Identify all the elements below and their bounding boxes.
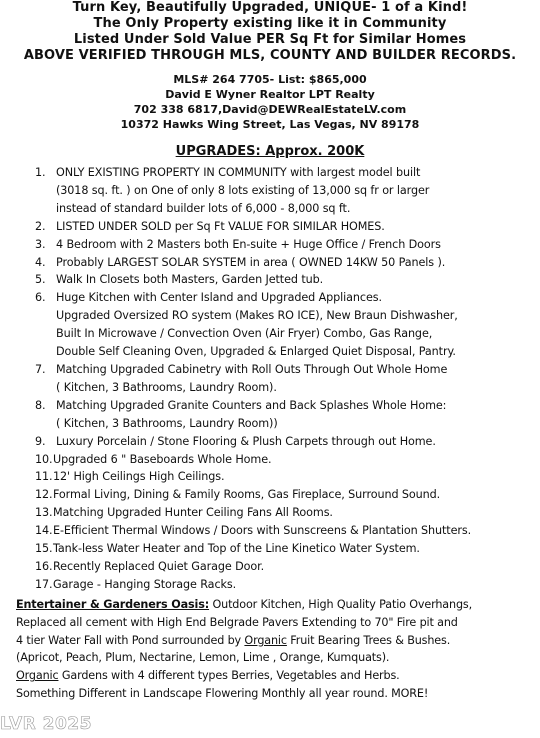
headline-4: ABOVE VERIFIED THROUGH MLS, COUNTY AND BUILDER RECORDS.	[23, 48, 517, 63]
item-text: LISTED UNDER SOLD per Sq Ft VALUE FOR SIMILAR HOMES.	[56, 219, 385, 233]
item-text: Probably LARGEST SOLAR SYSTEM in area ( OWNED 14KW 50 Panels ).	[56, 255, 446, 269]
header	[0, 0, 540, 132]
oasis-text: Fruit Bearing Trees & Bushes.	[286, 633, 451, 647]
list-item	[0, 254, 540, 272]
agent-contact: 702 338 6817,David@DEWRealEstateLV.com	[133, 103, 407, 116]
upgrade-list	[0, 164, 540, 594]
list-item	[0, 451, 540, 469]
oasis-paragraph	[16, 596, 534, 703]
oasis-lead: Entertainer & Gardeners Oasis:	[16, 597, 210, 611]
item-text: Recently Replaced Quiet Garage Door.	[53, 559, 265, 573]
item-text: Matching Upgraded Granite Counters and Back Splashes Whole Home:	[56, 398, 447, 412]
headline-1: Turn Key, Beautifully Upgraded, UNIQUE- 1 of a Kind!	[72, 0, 468, 15]
item-continuation: Double Self Cleaning Oven, Upgraded & Enlarged Quiet Disposal, Pantry.	[56, 345, 456, 359]
oasis-line: Something Different in Landscape Flowering Monthly all year round. MORE!	[16, 687, 429, 701]
list-item	[0, 361, 540, 379]
list-item	[0, 397, 540, 415]
list-item	[0, 540, 540, 558]
item-text: Huge Kitchen with Center Island and Upgraded Appliances.	[56, 291, 382, 305]
item-number: 4.	[35, 255, 46, 269]
list-item	[0, 468, 540, 486]
mls-price: MLS# 264 7705- List: $865,000	[173, 73, 367, 86]
item-number: 11.	[35, 470, 53, 484]
item-continuation: ( Kitchen, 3 Bathrooms, Laundry Room).	[56, 380, 277, 394]
list-item	[0, 504, 540, 522]
item-number: 2.	[35, 219, 46, 233]
item-number: 15.	[35, 542, 53, 556]
headline-3: Listed Under Sold Value PER Sq Ft for Similar Homes	[73, 32, 467, 47]
item-number: 3.	[35, 237, 46, 251]
item-number: 6.	[35, 291, 46, 305]
watermark: LVR 2025	[0, 714, 92, 734]
item-continuation: (3018 sq. ft. ) on One of only 8 lots existing of 13,000 sq fr or larger	[56, 183, 430, 197]
upgrades-title: UPGRADES: Approx. 200K	[175, 144, 365, 159]
list-item	[0, 558, 540, 576]
item-text: Tank-less Water Heater and Top of the Line Kinetico Water System.	[53, 542, 420, 556]
list-item	[0, 164, 540, 182]
oasis-text: Gardens with 4 different types Berries, Vegetables and Herbs.	[58, 669, 400, 683]
item-number: 13.	[35, 506, 53, 520]
item-continuation: Upgraded Oversized RO system (Makes RO ICE), New Braun Dishwasher,	[56, 309, 458, 323]
organic-underlined: Organic	[16, 669, 59, 683]
organic-underlined: Organic	[244, 633, 287, 647]
item-text: Matching Upgraded Cabinetry with Roll Outs Through Out Whole Home	[56, 362, 448, 376]
list-item	[0, 522, 540, 540]
oasis-line	[16, 667, 534, 685]
item-continuation: ( Kitchen, 3 Bathrooms, Laundry Room))	[56, 416, 278, 430]
oasis-line: Replaced all cement with High End Belgrade Pavers Extending to 70" Fire pit and	[16, 615, 458, 629]
oasis-line	[16, 596, 534, 614]
list-item	[0, 576, 540, 594]
item-number: 12.	[35, 488, 53, 502]
oasis-line: (Apricot, Peach, Plum, Nectarine, Lemon, Lime , Orange, Kumquats).	[16, 651, 390, 665]
item-number: 10.	[35, 452, 53, 466]
item-number: 17.	[35, 577, 53, 591]
list-item	[0, 271, 540, 289]
item-text: Upgraded 6 " Baseboards Whole Home.	[53, 452, 272, 466]
item-text: Walk In Closets both Masters, Garden Jetted tub.	[56, 273, 324, 287]
item-text: ONLY EXISTING PROPERTY IN COMMUNITY with largest model built	[56, 166, 421, 179]
item-text: Matching Upgraded Hunter Ceiling Fans All Rooms.	[53, 506, 333, 520]
oasis-text: 4 tier Water Fall with Pond surrounded by	[16, 633, 245, 647]
item-text: Formal Living, Dining & Family Rooms, Gas Fireplace, Surround Sound.	[53, 488, 441, 502]
list-item	[0, 486, 540, 504]
oasis-text: Outdoor Kitchen, High Quality Patio Overhangs,	[209, 597, 472, 611]
item-text: E-Efficient Thermal Windows / Doors with Sunscreens & Plantation Shutters.	[53, 524, 472, 538]
list-item	[0, 218, 540, 236]
item-number: 9.	[35, 434, 46, 448]
property-address: 10372 Hawks Wing Street, Las Vegas, NV 89178	[120, 118, 420, 131]
item-number: 7.	[35, 362, 46, 376]
item-number: 8.	[35, 398, 46, 412]
list-item	[0, 433, 540, 451]
item-number: 16.	[35, 559, 53, 573]
list-item	[0, 289, 540, 307]
item-number: 14.	[35, 524, 53, 538]
list-item	[0, 236, 540, 254]
item-text: Luxury Porcelain / Stone Flooring & Plush Carpets through out Home.	[56, 434, 436, 448]
item-continuation: Built In Microwave / Convection Oven (Air Fryer) Combo, Gas Range,	[56, 327, 433, 341]
item-text: 12' High Ceilings High Ceilings.	[53, 470, 225, 484]
item-number: 5.	[35, 273, 46, 287]
item-text: Garage - Hanging Storage Racks.	[53, 577, 237, 591]
oasis-line	[16, 632, 534, 650]
item-text: 4 Bedroom with 2 Masters both En-suite + Huge Office / French Doors	[56, 237, 441, 251]
agent-name: David E Wyner Realtor LPT Realty	[165, 88, 375, 101]
item-continuation: instead of standard builder lots of 6,000 - 8,000 sq ft.	[56, 201, 351, 215]
item-number: 1.	[35, 166, 46, 179]
headline-2: The Only Property existing like it in Community	[93, 16, 447, 31]
